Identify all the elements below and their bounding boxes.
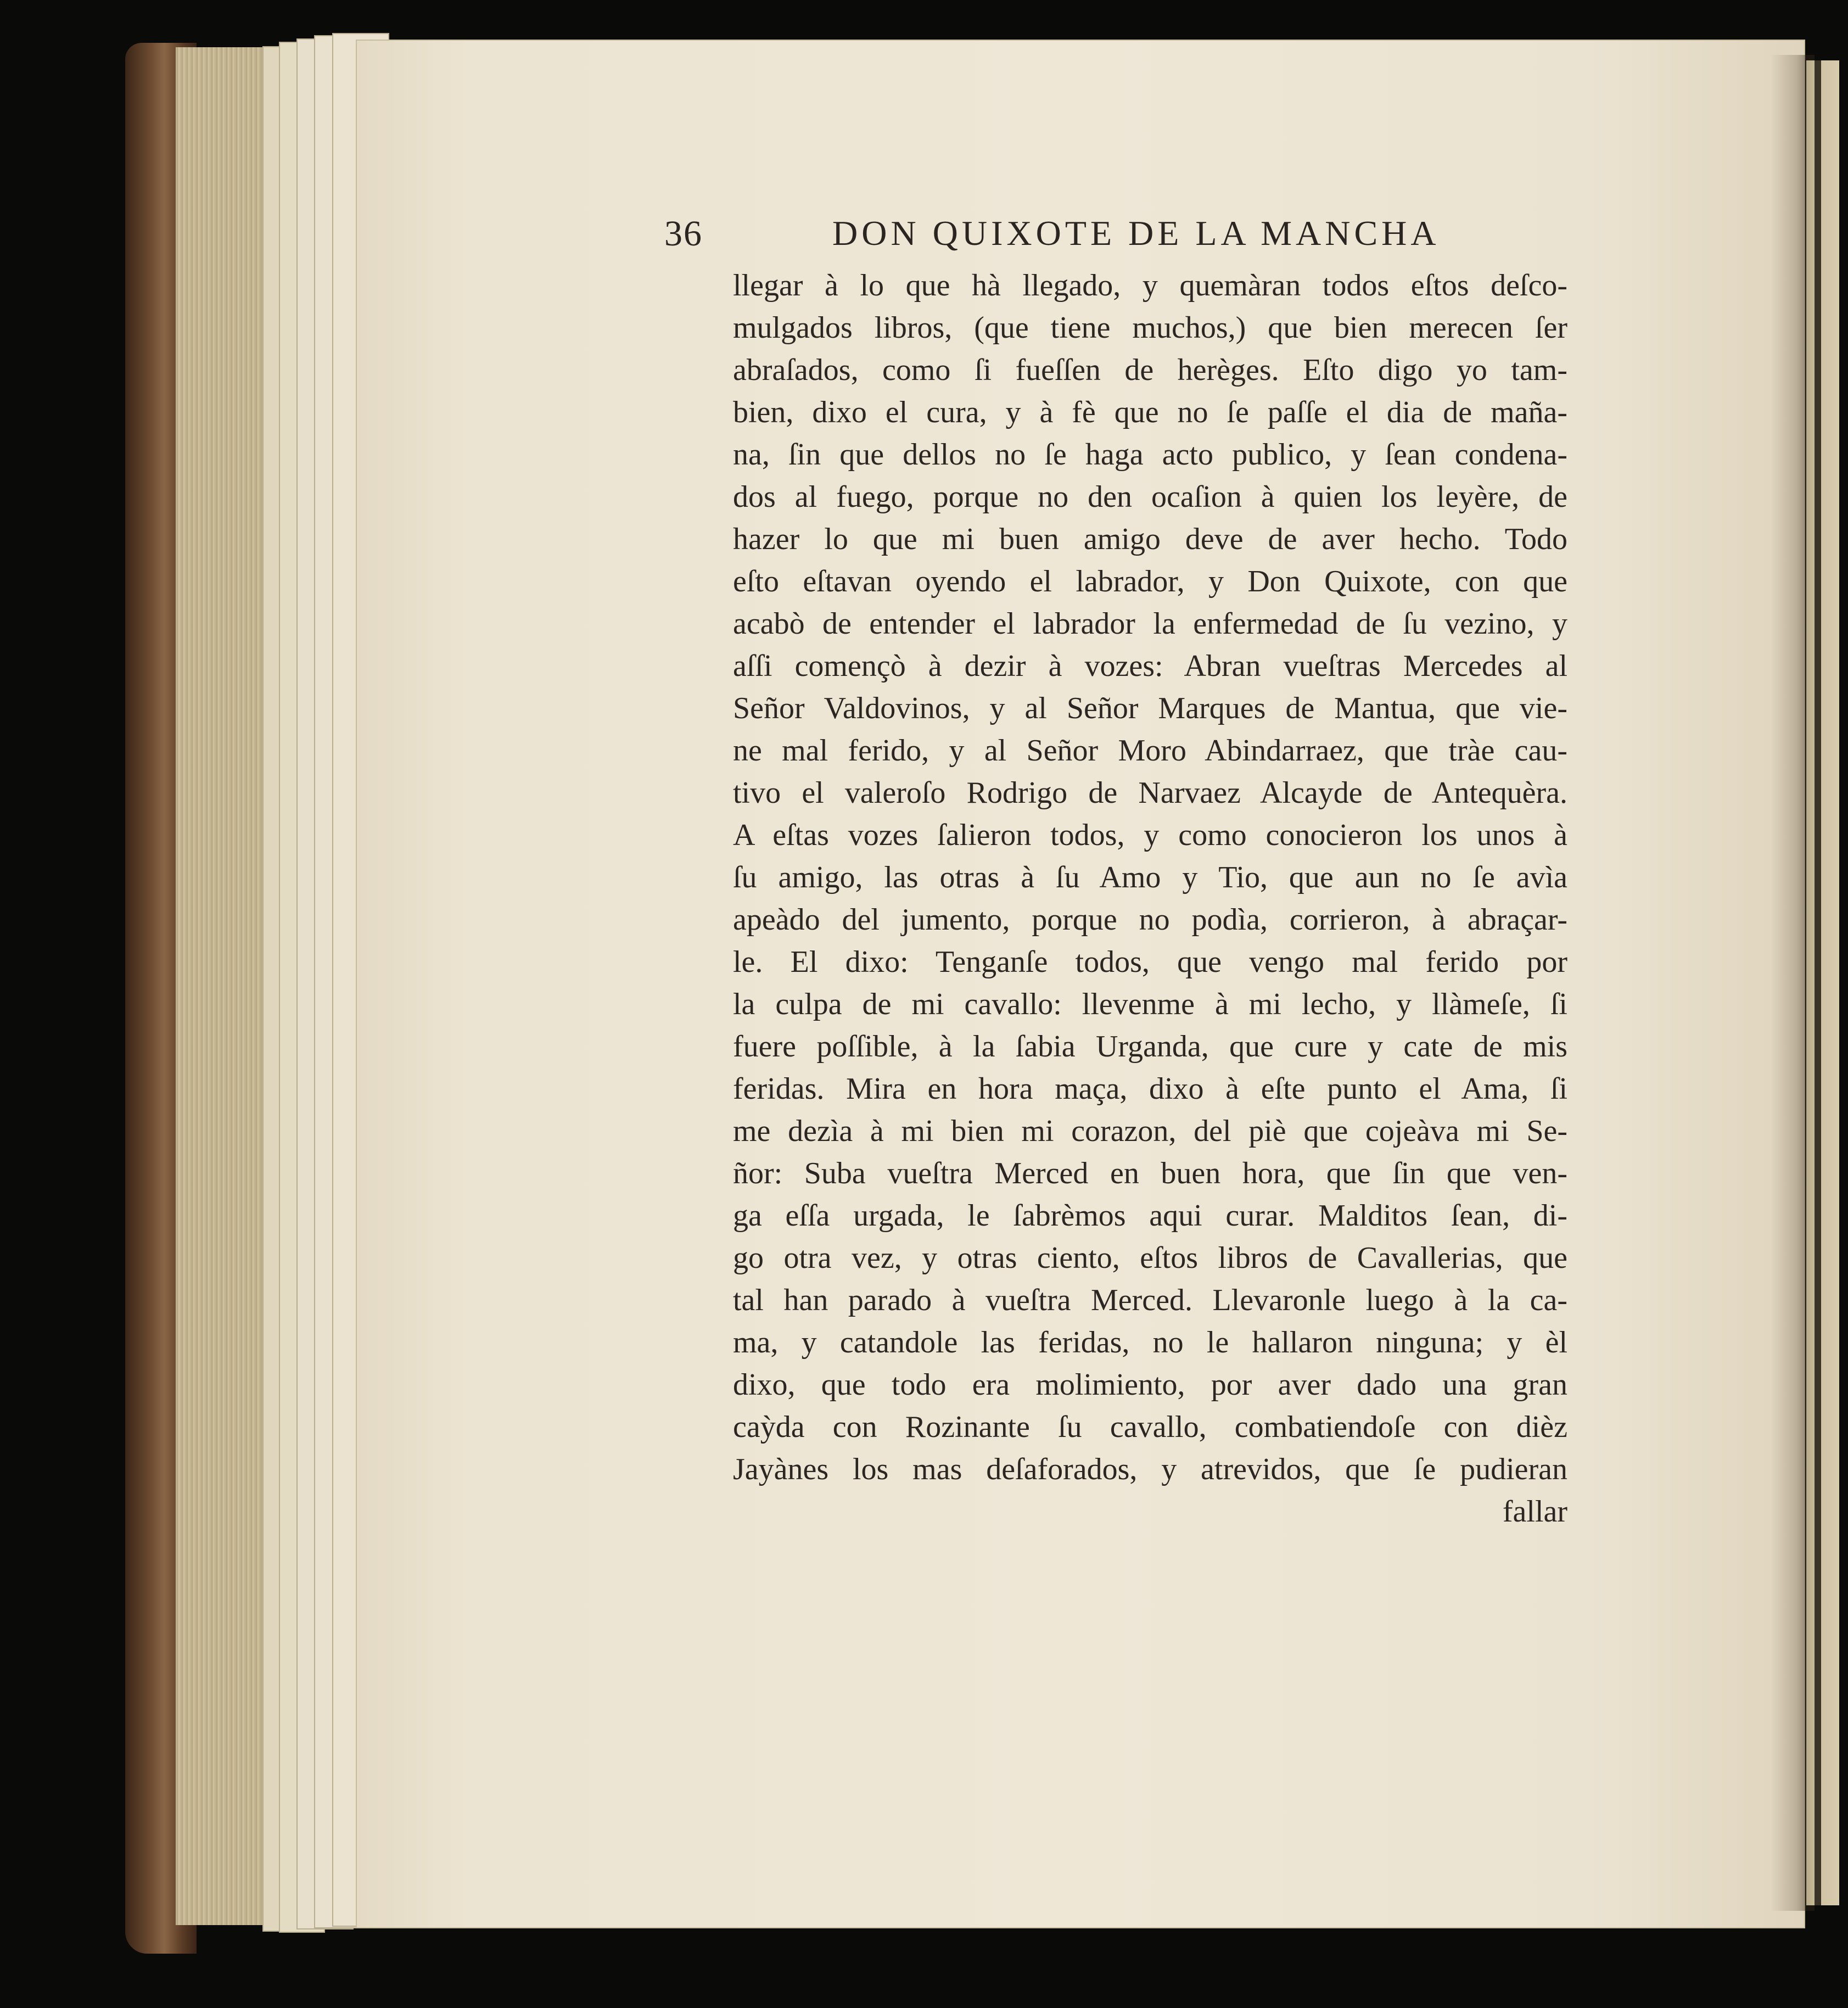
- page-header: [664, 213, 1554, 262]
- text-line: aſſi començò à dezir à vozes: Abran vueſtras Mercedes al: [733, 649, 1567, 683]
- text-line: la culpa de mi cavallo: llevenme à mi lecho, y llàmeſe, ſi: [733, 987, 1567, 1021]
- text-line: ne mal ferido, y al Señor Moro Abindarraez, que tràe cau-: [733, 734, 1567, 768]
- text-line: ñor: Suba vueſtra Merced en buen hora, que ſin que ven-: [733, 1156, 1567, 1190]
- text-line: hazer lo que mi buen amigo deve de aver hecho. Todo: [733, 522, 1567, 556]
- text-line: caỳda con Rozinante ſu cavallo, combatiendoſe con dièz: [733, 1410, 1567, 1444]
- text-line: dixo, que todo era molimiento, por aver dado una gran: [733, 1368, 1567, 1402]
- text-line: fuere poſſible, à la ſabia Urganda, que cure y cate de mis: [733, 1030, 1567, 1064]
- text-line: na, ſin que dellos no ſe haga acto publico, y ſean condena-: [733, 438, 1567, 472]
- facing-page-shadow: [1815, 60, 1821, 1905]
- page-edges: [176, 47, 269, 1925]
- text-line: apeàdo del jumento, porque no podìa, corrieron, à abraçar-: [733, 903, 1567, 937]
- page-number: 36: [664, 214, 703, 254]
- running-head: DON QUIXOTE DE LA MANCHA: [832, 214, 1440, 253]
- facing-page-edge: [1806, 60, 1839, 1905]
- text-line: acabò de entender el labrador la enfermedad de ſu vezino, y: [733, 607, 1567, 641]
- text-line: ma, y catandole las feridas, no le hallaron ninguna; y èl: [733, 1325, 1567, 1360]
- text-line: me dezìa à mi bien mi corazon, del piè que cojeàva mi Se-: [733, 1114, 1567, 1148]
- text-line: llegar à lo que hà llegado, y quemàran todos eſtos deſco-: [733, 269, 1567, 303]
- body-text: [733, 265, 1567, 1533]
- text-line: dos al fuego, porque no den ocaſion à quien los leyère, de: [733, 480, 1567, 514]
- text-line: bien, dixo el cura, y à fè que no ſe paſſe el dia de maña-: [733, 395, 1567, 429]
- text-line: A eſtas vozes ſalieron todos, y como conocieron los unos à: [733, 818, 1567, 852]
- text-line: ſu amigo, las otras à ſu Amo y Tio, que aun no ſe avìa: [733, 860, 1567, 894]
- text-line: ga eſſa urgada, le ſabrèmos aqui curar. Malditos ſean, di-: [733, 1199, 1567, 1233]
- text-line: mulgados libros, (que tiene muchos,) que bien merecen ſer: [733, 311, 1567, 345]
- text-line: abraſados, como ſi fueſſen de herèges. Eſto digo yo tam-: [733, 353, 1567, 387]
- text-line: Jayànes los mas deſaforados, y atrevidos, que ſe pudieran: [733, 1452, 1567, 1486]
- catchword: fallar: [1502, 1495, 1567, 1529]
- text-line: Señor Valdovinos, y al Señor Marques de Mantua, que vie-: [733, 691, 1567, 725]
- text-line: go otra vez, y otras ciento, eſtos libros de Cavallerias, que: [733, 1241, 1567, 1275]
- text-line: le. El dixo: Tenganſe todos, que vengo mal ferido por: [733, 945, 1567, 979]
- text-line: eſto eſtavan oyendo el labrador, y Don Quixote, con que: [733, 564, 1567, 599]
- text-line: tivo el valeroſo Rodrigo de Narvaez Alcayde de Antequèra.: [733, 776, 1567, 810]
- text-line: tal han parado à vueſtra Merced. Llevaronle luego à la ca-: [733, 1283, 1567, 1317]
- text-line: feridas. Mira en hora maça, dixo à eſte punto el Ama, ſi: [733, 1072, 1567, 1106]
